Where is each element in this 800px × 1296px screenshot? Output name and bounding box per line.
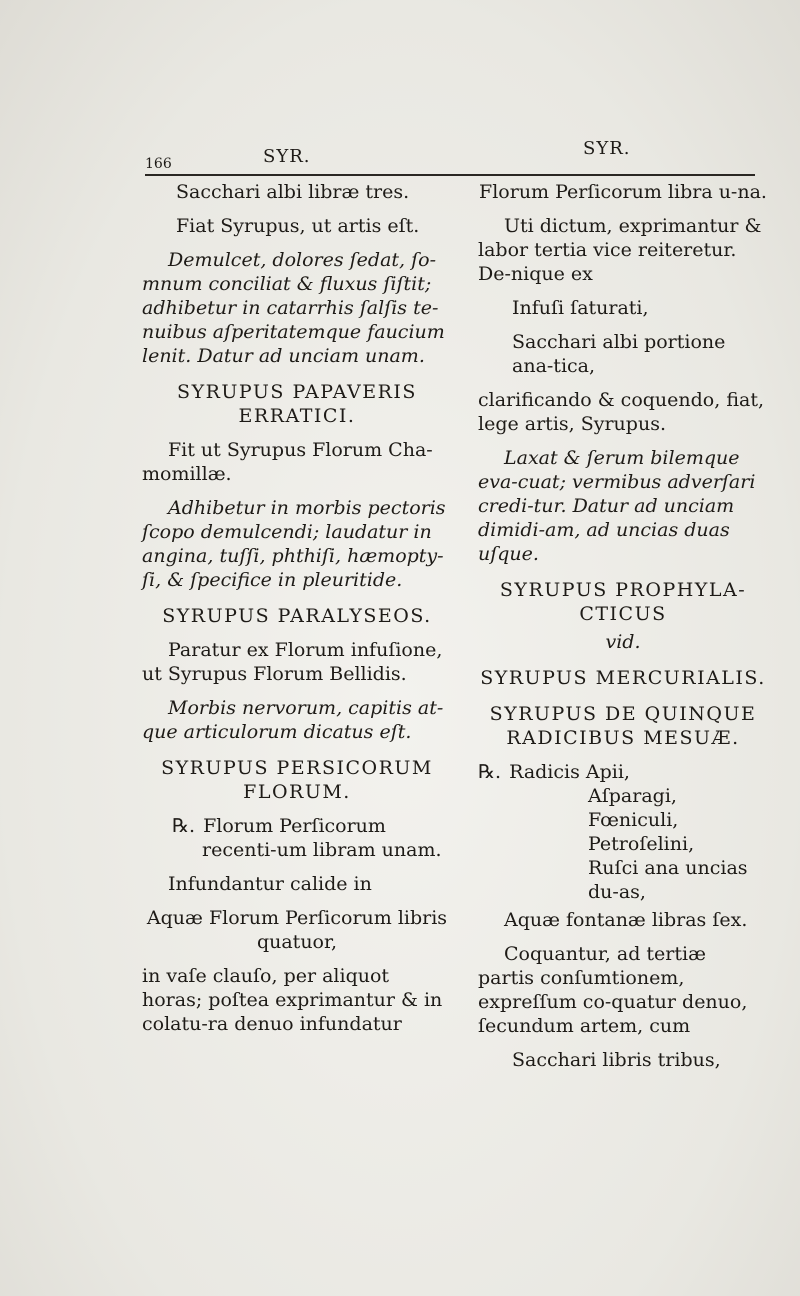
paragraph: Aquæ Florum Perſicorum libris quatuor, bbox=[146, 907, 448, 953]
italic-paragraph: Adhibetur in morbis pectoris ſcopo demulcendi; laudatur in angina, tuſſi, phthiſi, hæmopty-ſi, & ſpecifice in pleuritide. bbox=[142, 497, 446, 591]
paragraph: in vaſe clauſo, per aliquot horas; poſtea exprimantur & in colatu-ra denuo infundatur bbox=[142, 965, 443, 1035]
running-head-left: SYR. bbox=[263, 146, 311, 167]
section-heading: SYRUPUS PARALYSEOS. bbox=[162, 605, 432, 627]
recipe-line bbox=[142, 814, 452, 862]
ingredient: Aſparagi, bbox=[588, 785, 677, 807]
page-header bbox=[145, 138, 765, 178]
cross-reference: vid. bbox=[605, 631, 641, 653]
ingredient: Petroſelini, bbox=[588, 833, 695, 855]
italic-paragraph: Morbis nervorum, capitis at-que articulorum dicatus eſt. bbox=[142, 697, 444, 743]
paragraph: clarificando & coquendo, fiat, lege artis, Syrupus. bbox=[478, 389, 764, 435]
ingredient: Radicis Apii, bbox=[509, 761, 630, 783]
recipe-symbol: ℞. bbox=[478, 761, 502, 783]
paragraph: Coquantur, ad tertiæ partis conſumtionem, expreſſum co-quatur denuo, ſecundum artem, cum bbox=[478, 943, 748, 1037]
text-line: Infuſi ſaturati, bbox=[512, 297, 649, 319]
section-heading: SYRUPUS DE QUINQUE RADICIBUS MESUÆ. bbox=[489, 703, 757, 749]
header-rule bbox=[145, 174, 755, 176]
text-line: Sacchari albi portione ana-tica, bbox=[512, 331, 726, 377]
paragraph: Fit ut Syrupus Florum Cha-momillæ. bbox=[142, 439, 433, 485]
left-column bbox=[142, 180, 452, 1046]
text-line: Sacchari libris tribus, bbox=[512, 1049, 721, 1071]
paragraph: Uti dictum, exprimantur & labor tertia vice reiteretur. De-nique ex bbox=[478, 215, 762, 285]
running-head-right: SYR. bbox=[583, 138, 631, 159]
paragraph: Aquæ fontanæ libras ſex. bbox=[504, 909, 748, 931]
paragraph: Florum Perſicorum libra u-na. bbox=[479, 181, 767, 203]
recipe-symbol: ℞. bbox=[172, 815, 196, 837]
right-column bbox=[478, 180, 768, 1082]
recipe-text: Florum Perſicorum recenti-um libram unam. bbox=[202, 815, 442, 861]
paragraph: Paratur ex Florum infuſione, ut Syrupus Florum Bellidis. bbox=[142, 639, 443, 685]
text-line: Fiat Syrupus, ut artis eſt. bbox=[176, 215, 420, 237]
section-heading: SYRUPUS PERSICORUM FLORUM. bbox=[161, 757, 433, 803]
section-heading: SYRUPUS PROPHYLA-CTICUS bbox=[499, 579, 747, 625]
page-number: 166 bbox=[145, 156, 172, 172]
italic-paragraph: Demulcet, dolores ſedat, ſo-mnum conciliat & fluxus ſiſtit; adhibetur in catarrhis ſalſis te-nuibus aſperitatemque faucium lenit. Datur ad unciam unam. bbox=[142, 249, 445, 367]
ingredient: Ruſci ana uncias du-as, bbox=[588, 857, 748, 903]
paragraph: Infundantur calide in bbox=[168, 873, 372, 895]
section-heading: SYRUPUS MERCURIALIS. bbox=[480, 667, 766, 689]
text-line: Sacchari albi libræ tres. bbox=[176, 181, 410, 203]
ingredient: Fœniculi, bbox=[588, 809, 679, 831]
recipe-line bbox=[478, 760, 768, 784]
italic-paragraph: Laxat & ſerum bilemque eva-cuat; vermibus adverſari credi-tur. Datur ad unciam dimidi-am, ad uncias duas uſque. bbox=[478, 447, 756, 565]
section-heading: SYRUPUS PAPAVERIS ERRATICI. bbox=[177, 381, 417, 427]
